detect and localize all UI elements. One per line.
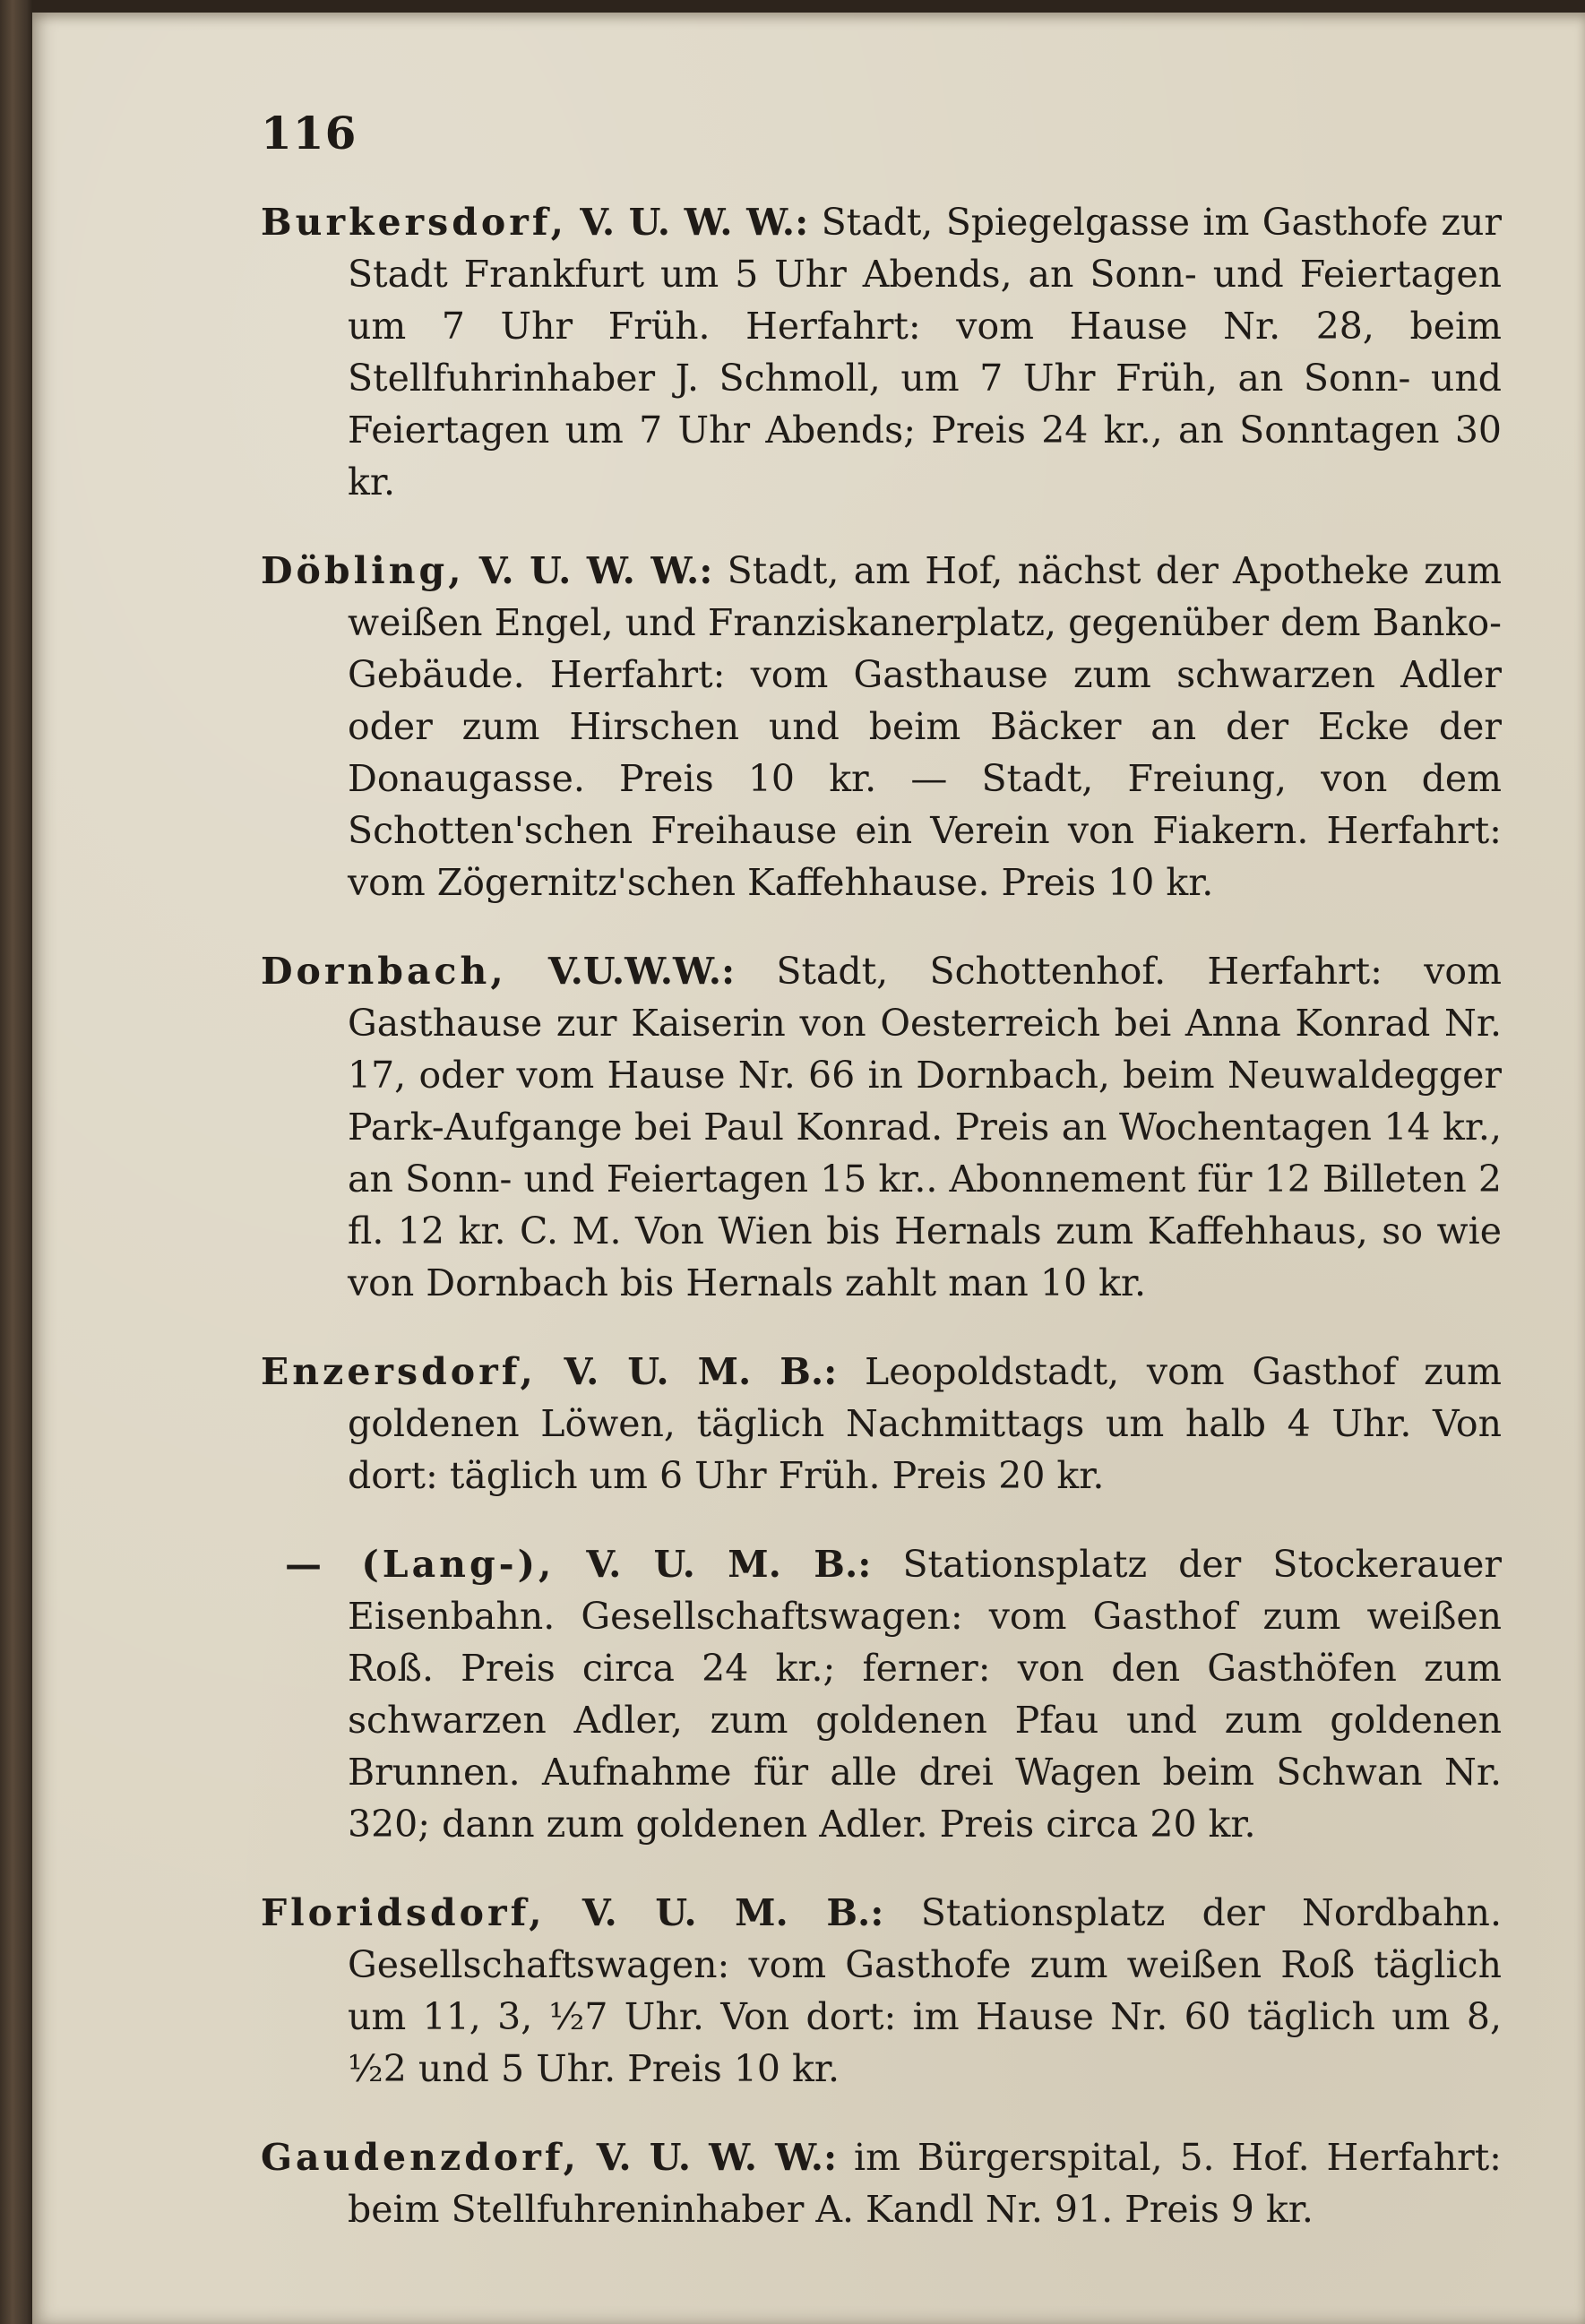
entry-region: V.U.W.W.: — [547, 950, 736, 993]
entry-text: Stationsplatz der Nordbahn. Gesellschaftswagen: vom Gasthofe zum weißen Roß täglich um 11, 3, ½7 Uhr. Von dort: im Hause Nr. 60 täglich um 8, ½2 und 5 Uhr. Preis 10 kr. — [348, 1891, 1502, 2090]
entry-text: Stadt, Spiegelgasse im Gasthofe zur Stadt Frankfurt um 5 Uhr Abends, an Sonn- und Feiertagen um 7 Uhr Früh. Herfahrt: vom Hause Nr. 28, beim Stellfuhrinhaber J. Schmoll, um 7 Uhr Früh, an Sonn- und Feiertagen um 7 Uhr Abends; Preis 24 kr., an Sonntagen 30 kr. — [348, 201, 1502, 504]
book-page — [32, 13, 1585, 2324]
entry-place: Floridsdorf, — [261, 1891, 546, 1934]
entry-place: Dornbach, — [261, 950, 507, 993]
entry-doebling — [261, 545, 1502, 908]
entry-floridsdorf — [261, 1887, 1502, 2095]
entry-lang-enzersdorf — [261, 1538, 1502, 1850]
entry-region: V. U. W. W.: — [596, 2136, 838, 2179]
entry-text: Stationsplatz der Stockerauer Eisenbahn. Gesellschaftswagen: vom Gasthof zum weißen Roß. Preis circa 24 kr.; ferner: von den Gasthöfen zum schwarzen Adler, zum goldenen Pfau und zum goldenen Brunnen. Aufnahme für alle drei Wagen beim Schwan Nr. 320; dann zum goldenen Adler. Preis circa 20 kr. — [348, 1543, 1503, 1846]
text-block — [261, 196, 1502, 2255]
entry-region: V. U. M. B.: — [586, 1543, 872, 1586]
entry-place: Döbling, — [261, 549, 465, 592]
entry-dornbach — [261, 945, 1502, 1309]
entry-place: — (Lang-), — [285, 1543, 556, 1586]
entry-gaudenzdorf — [261, 2131, 1502, 2235]
entry-region: V. U. M. B.: — [564, 1350, 838, 1393]
entry-text: Stadt, am Hof, nächst der Apotheke zum weißen Engel, und Franziskanerplatz, gegenüber dem Banko-Gebäude. Herfahrt: vom Gasthause zum schwarzen Adler oder zum Hirschen und beim Bäcker an der Ecke der Donaugasse. Preis 10 kr. — Stadt, Freiung, von dem Schotten'schen Freihause ein Verein von Fiakern. Herfahrt: vom Zögernitz'schen Kaffehhause. Preis 10 kr. — [348, 549, 1502, 904]
entry-region: V. U. W. W.: — [580, 201, 809, 244]
entry-text: Leopoldstadt, vom Gasthof zum goldenen Löwen, täglich Nachmittags um halb 4 Uhr. Von dort: täglich um 6 Uhr Früh. Preis 20 kr. — [348, 1350, 1502, 1497]
entry-region: V. U. W. W.: — [478, 549, 713, 592]
entry-place: Burkersdorf, — [261, 201, 567, 244]
entry-region: V. U. M. B.: — [581, 1891, 884, 1934]
entry-place: Gaudenzdorf, — [261, 2136, 580, 2179]
entry-burkersdorf — [261, 196, 1502, 508]
entry-text: im Bürgerspital, 5. Hof. Herfahrt: beim Stellfuhreninhaber A. Kandl Nr. 91. Preis 9 kr. — [348, 2136, 1502, 2231]
entry-text: Stadt, Schottenhof. Herfahrt: vom Gasthause zur Kaiserin von Oesterreich bei Anna Konrad Nr. 17, oder vom Hause Nr. 66 in Dornbach, beim Neuwaldegger Park-Aufgange bei Paul Konrad. Preis an Wochentagen 14 kr., an Sonn- und Feiertagen 15 kr.. Abonnement für 12 Billeten 2 fl. 12 kr. C. M. Von Wien bis Hernals zum Kaffehhaus, so wie von Dornbach bis Hernals zahlt man 10 kr. — [348, 950, 1502, 1304]
entry-enzersdorf — [261, 1346, 1502, 1502]
entry-place: Enzersdorf, — [261, 1350, 537, 1393]
page-number: 116 — [261, 107, 357, 159]
